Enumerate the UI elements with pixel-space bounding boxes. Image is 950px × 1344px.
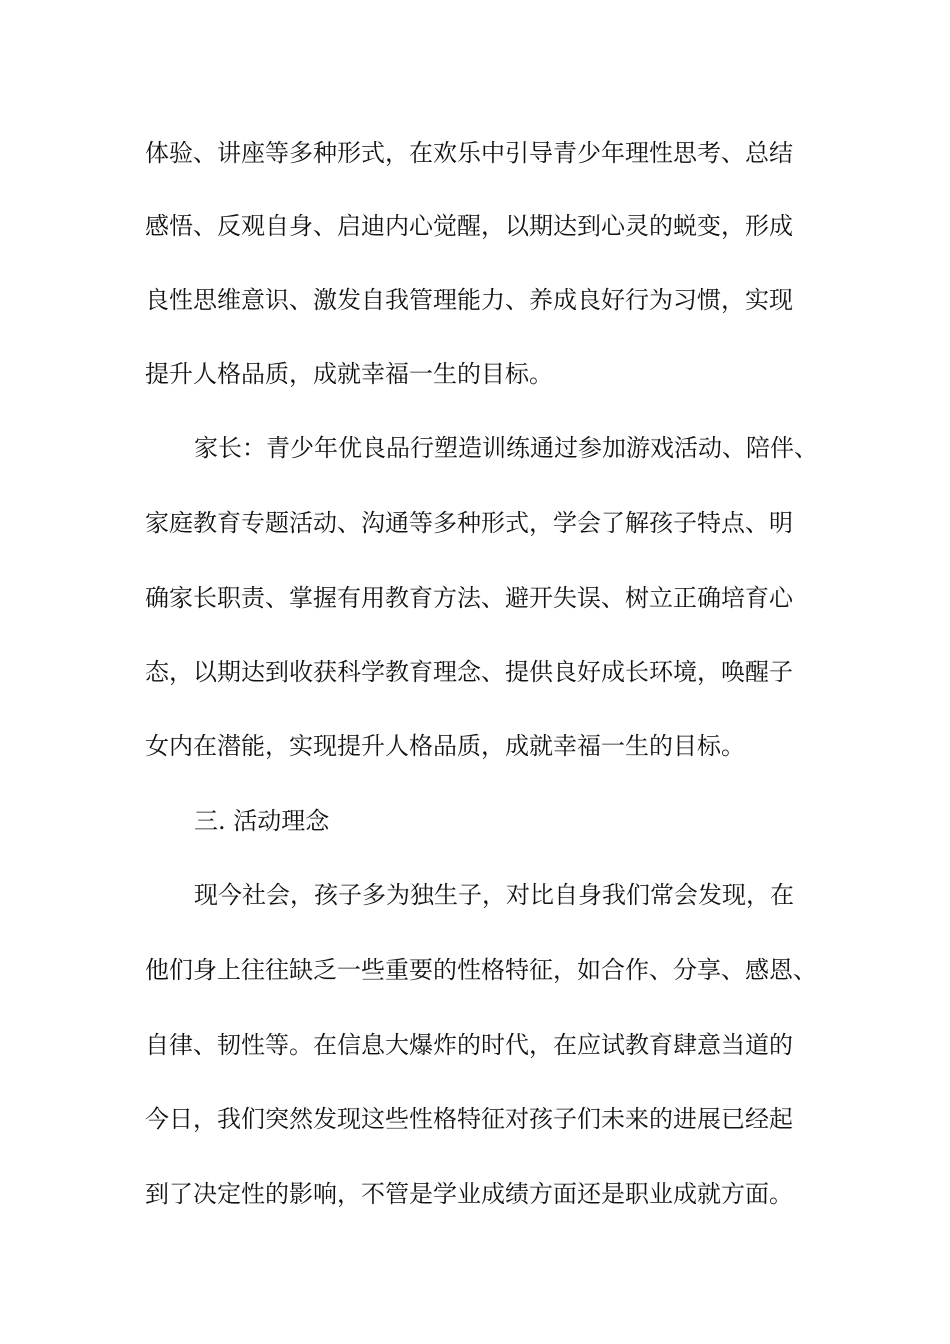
paragraph-line: 女内在潜能，实现提升人格品质，成就幸福一生的目标。 xyxy=(145,732,745,760)
paragraph-line: 今日，我们突然发现这些性格特征对孩子们未来的进展已经起 xyxy=(145,1105,793,1133)
paragraph-line: 感悟、反观自身、启迪内心觉醒，以期达到心灵的蜕变，形成 xyxy=(145,212,793,240)
paragraph-line: 家庭教育专题活动、沟通等多种形式，学会了解孩子特点、明 xyxy=(145,509,793,537)
paragraph-line: 态，以期达到收获科学教育理念、提供良好成长环境，唤醒子 xyxy=(145,658,793,686)
paragraph-line: 他们身上往往缺乏一些重要的性格特征，如合作、分享、感恩、 xyxy=(145,956,817,984)
paragraph-line: 到了决定性的影响，不管是学业成绩方面还是职业成就方面。 xyxy=(145,1180,793,1208)
paragraph-line: 良性思维意识、激发自我管理能力、养成良好行为习惯，实现 xyxy=(145,286,793,314)
paragraph-line: 家长：青少年优良品行塑造训练通过参加游戏活动、陪伴、 xyxy=(194,434,818,462)
paragraph-line: 提升人格品质，成就幸福一生的目标。 xyxy=(145,360,553,388)
paragraph-line: 确家长职责、掌握有用教育方法、避开失误、树立正确培育心 xyxy=(145,584,793,612)
paragraph-line: 体验、讲座等多种形式，在欢乐中引导青少年理性思考、总结 xyxy=(145,139,793,167)
paragraph-line: 自律、韧性等。在信息大爆炸的时代，在应试教育肆意当道的 xyxy=(145,1031,793,1059)
section-heading: 三. 活动理念 xyxy=(194,807,330,835)
paragraph-line: 现今社会，孩子多为独生子，对比自身我们常会发现，在 xyxy=(194,881,794,909)
